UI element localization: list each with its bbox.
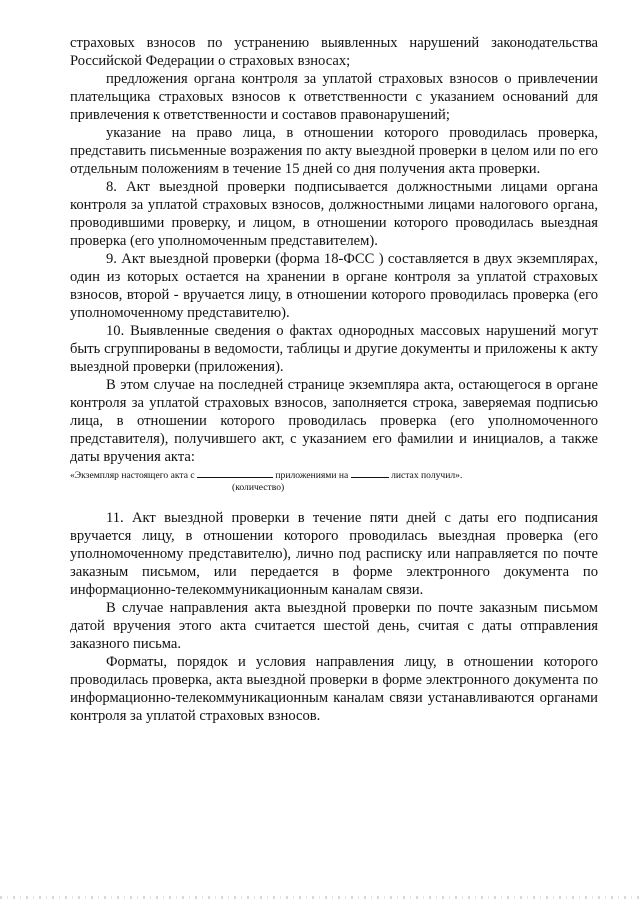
text-block-bottom — [70, 509, 598, 725]
quantity-blank — [197, 468, 273, 478]
paragraph-item-11: 11. Акт выездной проверки в течение пяти дней с даты его подписания вручается лицу, в отношении которого проводилась выездная проверка (его уполномоченному представителю), лично под расписку или направляется по почте заказным письмом, или передается в форме электронного документа по информационно-телекоммуникационным каналам связи. — [70, 510, 598, 598]
receipt-text-middle: приложениями на — [273, 470, 351, 481]
quantity-hint: (количество) — [232, 482, 285, 493]
paragraph-last-page-line: В этом случае на последней странице экземпляра акта, остающегося в органе контроля за уплатой страховых взносов, заполняется строка, заверяемая подписью лица, в отношении которого проводилась проверка (его уполномоченного представителя), получившего акт, с указанием его фамилии и инициалов, а также даты вручения акта: — [70, 377, 598, 465]
text-block-top — [70, 34, 598, 466]
paragraph-item-10: 10. Выявленные сведения о фактах однородных массовых нарушений могут быть сгруппированы в ведомости, таблицы и другие документы и приложены к акту выездной проверки (приложения). — [70, 323, 598, 375]
scan-noise-strip — [0, 896, 640, 899]
receipt-text-start: «Экземпляр настоящего акта с — [70, 470, 198, 481]
paragraph-violations-continuation: страховых взносов по устранению выявленных нарушений законодательства Российской Федерации о страховых взносах; — [70, 35, 598, 69]
paragraph-item-9: 9. Акт выездной проверки (форма 18-ФСС ) составляется в двух экземплярах, один из которых остается на хранении в органе контроля за уплатой страховых взносов, второй - вручается лицу, в отношении которого проводилась проверка (его уполномоченному представителю). — [70, 251, 598, 321]
paragraph-mail-delivery: В случае направления акта выездной проверки по почте заказным письмом датой вручения этого акта считается шестой день, считая с даты отправления заказного письма. — [70, 600, 598, 652]
paragraph-objection-right: указание на право лица, в отношении которого проводилась проверка, представить письменные возражения по акту выездной проверки в целом или по его отдельным положениям в течение 15 дней со дня получения акта проверки. — [70, 125, 598, 177]
sheets-blank — [351, 468, 389, 478]
paragraph-liability-proposals: предложения органа контроля за уплатой страховых взносов о привлечении плательщика страховых взносов к ответственности с указанием оснований для привлечения к ответственности и составов правонарушений; — [70, 71, 598, 123]
paragraph-electronic-formats: Форматы, порядок и условия направления лицу, в отношении которого проводилась проверка, акта выездной проверки в форме электронного документа по информационно-телекоммуникационным каналам связи устанавливаются органами контроля за уплатой страховых взносов. — [70, 654, 598, 724]
receipt-text-end: листах получил». — [388, 470, 463, 481]
paragraph-item-8: 8. Акт выездной проверки подписывается должностными лицами органа контроля за уплатой страховых взносов, должностными лицами налогового органа, проводившими проверку, и лицом, в отношении которого проводилась выездная проверка (его уполномоченным представителем). — [70, 179, 598, 249]
receipt-form-line — [70, 468, 598, 482]
